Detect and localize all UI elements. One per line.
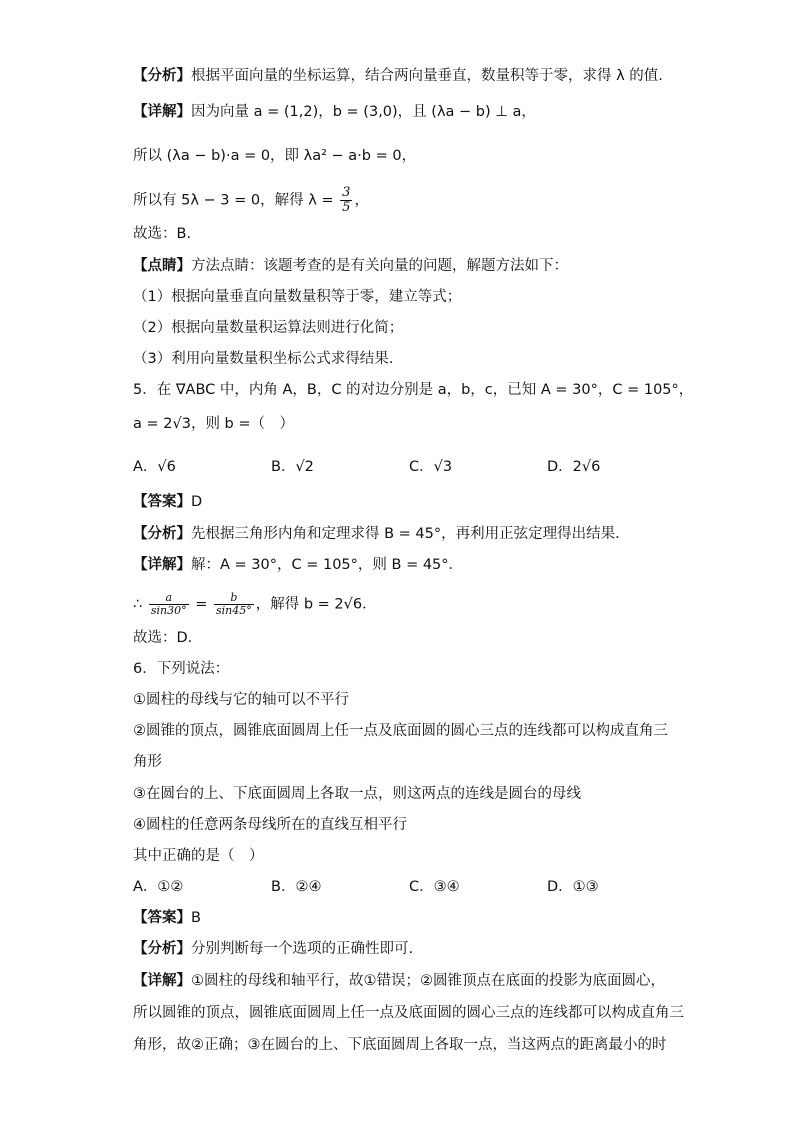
answer-text: B	[191, 910, 201, 926]
q6-statement-3: ③在圆台的上、下底面圆周上各取一点，则这两点的连线是圆台的母线	[133, 786, 581, 802]
q5-choice: 故选：D．	[133, 630, 203, 646]
analysis-text: 分别判断每一个选项的正确性即可.	[191, 941, 414, 957]
lambda-fraction	[340, 186, 352, 215]
answer-tag: 【答案】	[133, 494, 191, 510]
analysis-tag: 【分析】	[133, 526, 191, 542]
q6-detail-line-3: 角形，故②正确；③在圆台的上、下底面圆周上各取一点，当这两点的距离最小的时	[133, 1037, 667, 1053]
q4-tip	[133, 256, 568, 276]
q5-stem-2: a = 2√3，则 b =（ ）	[133, 416, 295, 432]
q6-option-d: D．①③	[547, 879, 599, 895]
analysis-tag: 【分析】	[133, 941, 191, 957]
analysis-text: 先根据三角形内角和定理求得 B = 45°，再利用正弦定理得出结果．	[191, 526, 630, 542]
q6-question: 其中正确的是（ ）	[133, 848, 264, 864]
analysis-text: 根据平面向量的坐标运算，结合两向量垂直，数量积等于零，求得 λ 的值.	[191, 68, 663, 84]
fraction-denominator: 5	[342, 200, 351, 215]
q5-option-c: C．√3	[409, 459, 453, 475]
sine-ratio-a	[149, 592, 189, 617]
q6-statement-1: ①圆柱的母线与它的轴可以不平行	[133, 692, 349, 708]
q4-tip-item-1: （1）根据向量垂直向量数量积等于零，建立等式；	[133, 289, 462, 305]
q4-detail	[133, 102, 536, 122]
q5-answer	[133, 492, 202, 512]
q5-detail	[133, 555, 463, 575]
formula-suffix: ，解得 b = 2√6．	[255, 596, 377, 613]
q6-answer	[133, 908, 201, 928]
fraction-denominator: sin30°	[150, 604, 187, 617]
q4-tip-item-2: （2）根据向量数量积运算法则进行化简；	[133, 320, 404, 336]
fraction-numerator: 3	[342, 185, 351, 200]
q4-choice: 故选：B.	[133, 226, 192, 242]
q6-option-c: C．③④	[409, 879, 460, 895]
step2-prefix: 所以有 5λ − 3 = 0，解得 λ =	[133, 192, 339, 209]
q4-analysis	[133, 66, 663, 86]
detail-tag: 【详解】	[133, 973, 191, 989]
detail-tag: 【详解】	[133, 104, 191, 120]
q5-formula	[133, 592, 377, 617]
q4-step2	[133, 186, 369, 215]
q5-option-b: B．√2	[271, 459, 314, 475]
q6-statement-2b: 角形	[133, 754, 162, 770]
q4-step1: 所以 (λa − b)·a = 0，即 λa² − a·b = 0，	[133, 148, 417, 164]
q5-option-d: D．2√6	[547, 459, 601, 475]
equals-sign: =	[190, 596, 212, 613]
q6-stem: 6．下列说法：	[133, 661, 230, 677]
tip-tag: 【点睛】	[133, 258, 191, 274]
q4-tip-item-3: （3）利用向量数量积坐标公式求得结果.	[133, 351, 394, 367]
q5-stem-1: 5．在 ∇ABC 中，内角 A，B，C 的对边分别是 a，b，c，已知 A = 30°，C = 105°，	[133, 382, 694, 398]
q5-option-a: A．√6	[133, 459, 176, 475]
sine-ratio-b	[214, 592, 254, 617]
fraction-numerator: b	[214, 592, 254, 605]
step2-suffix: ，	[354, 192, 369, 209]
detail-tag: 【详解】	[133, 557, 191, 573]
answer-tag: 【答案】	[133, 910, 191, 926]
q6-detail	[133, 971, 665, 991]
detail-text: 因为向量 a = (1,2)，b = (3,0)，且 (λa − b) ⊥ a，	[191, 104, 536, 120]
q6-statement-4: ④圆柱的任意两条母线所在的直线互相平行	[133, 817, 407, 833]
analysis-tag: 【分析】	[133, 68, 191, 84]
detail-text: 解：A = 30°，C = 105°，则 B = 45°．	[191, 557, 464, 573]
fraction-denominator: sin45°	[215, 604, 252, 617]
therefore-symbol: ∴	[133, 596, 147, 613]
q6-detail-line-2: 所以圆锥的顶点，圆锥底面圆周上任一点及底面圆的圆心三点的连线都可以构成直角三	[133, 1005, 684, 1021]
q6-statement-2a: ②圆锥的顶点，圆锥底面圆周上任一点及底面圆的圆心三点的连线都可以构成直角三	[133, 723, 668, 739]
answer-text: D	[191, 494, 203, 510]
q6-option-b: B．②④	[271, 879, 322, 895]
q6-analysis	[133, 939, 413, 959]
tip-text: 方法点睛：该题考查的是有关向量的问题，解题方法如下：	[191, 258, 568, 274]
fraction-numerator: a	[149, 592, 189, 605]
q6-option-a: A．①②	[133, 879, 184, 895]
q5-analysis	[133, 524, 630, 544]
detail-text: ①圆柱的母线和轴平行，故①错误；②圆锥顶点在底面的投影为底面圆心，	[191, 973, 665, 989]
